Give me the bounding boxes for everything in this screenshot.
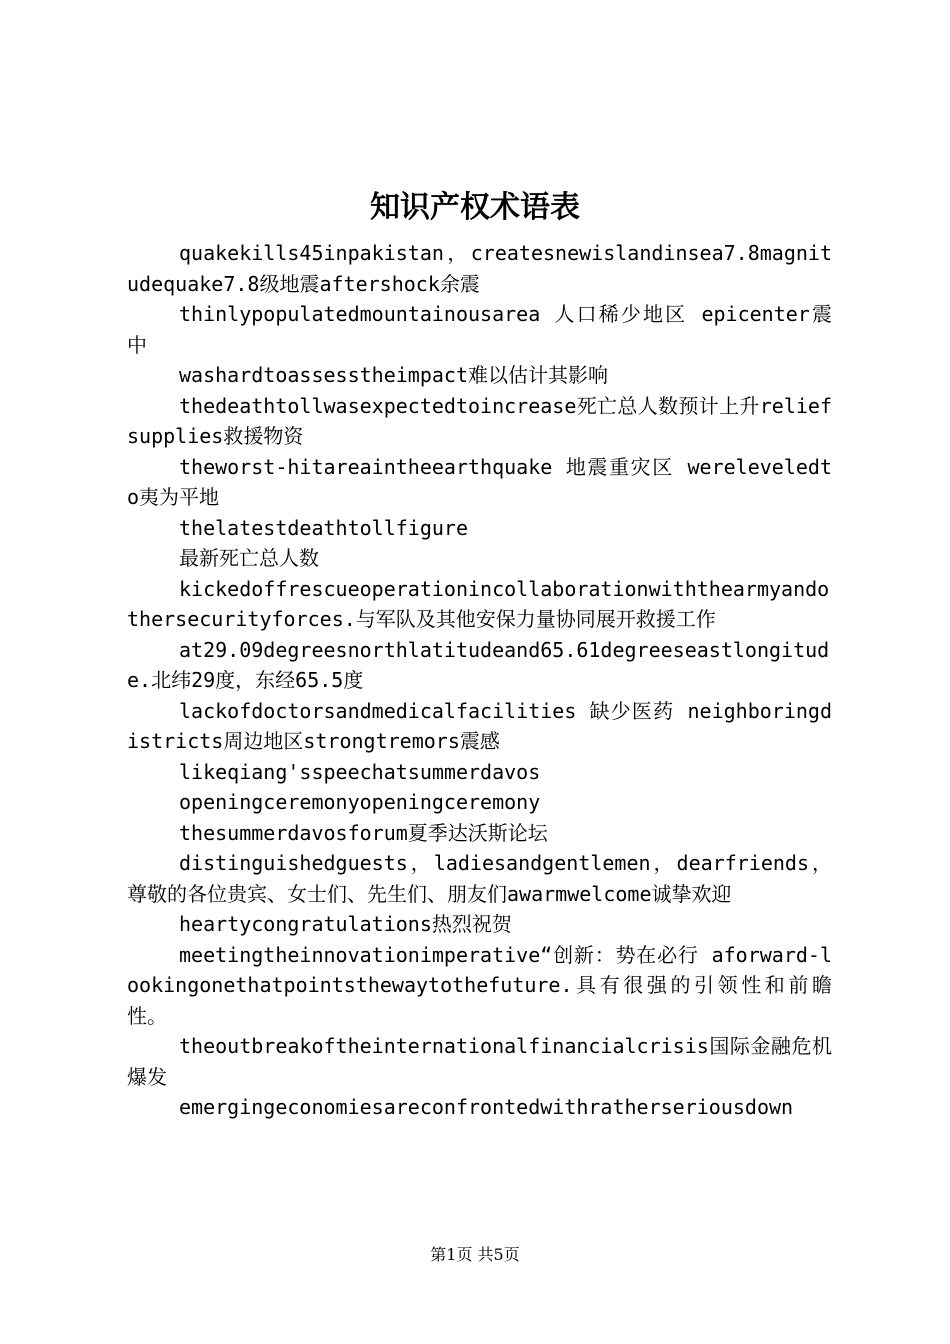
paragraph: theworst-hitareaintheearthquake 地震重灾区 wereleveledto夷为平地 [127, 454, 832, 509]
paragraph: openingceremonyopeningceremony [179, 790, 541, 814]
paragraph: lackofdoctorsandmedicalfacilities 缺少医药 neighboringdistricts周边地区strongtremors震感 [127, 698, 832, 753]
paragraph: quakekills45inpakistan，createsnewislandinsea7.8magnitudequake7.8级地震aftershock余震 [127, 241, 832, 296]
paragraph: meetingtheinnovationimperative“创新：势在必行 aforward-lookingonethatpointsthewaytothefuture.具有很强的引领性和前瞻性。 [127, 942, 832, 1028]
paragraph: 最新死亡总人数 [179, 546, 319, 570]
paragraph: thelatestdeathtollfigure [179, 515, 468, 540]
paragraph: washardtoassesstheimpact难以估计其影响 [179, 363, 608, 387]
paragraph: likeqiang'sspeechatsummerdavos [179, 759, 541, 784]
document-body [127, 238, 832, 1123]
page-footer: 第1页 共5页 [430, 1245, 520, 1264]
paragraph: thinlypopulatedmountainousarea 人口稀少地区 epicenter震中 [127, 302, 832, 357]
paragraph: distinguishedguests，ladiesandgentlemen，dearfriends，尊敬的各位贵宾、女士们、先生们、朋友们awarmwelcome诚挚欢迎 [127, 851, 832, 906]
document-title: 知识产权术语表 [370, 190, 580, 225]
paragraph: kickedoffrescueoperationincollaborationwiththearmyandothersecurityforces.与军队及其他安保力量协同展开救援工作 [127, 576, 830, 631]
paragraph: at29.09degreesnorthlatitudeand65.61degreeseastlongitude.北纬29度，东经65.5度 [127, 637, 830, 692]
paragraph: thedeathtollwasexpectedtoincrease死亡总人数预计上升reliefsupplies救援物资 [127, 393, 832, 448]
paragraph: thesummerdavosforum夏季达沃斯论坛 [179, 820, 548, 845]
paragraph: emergingeconomiesareconfrontedwithratherseriousdown [179, 1095, 794, 1119]
paragraph: heartycongratulations热烈祝贺 [179, 912, 512, 936]
paragraph: theoutbreakoftheinternationalfinancialcrisis国际金融危机爆发 [127, 1034, 832, 1089]
